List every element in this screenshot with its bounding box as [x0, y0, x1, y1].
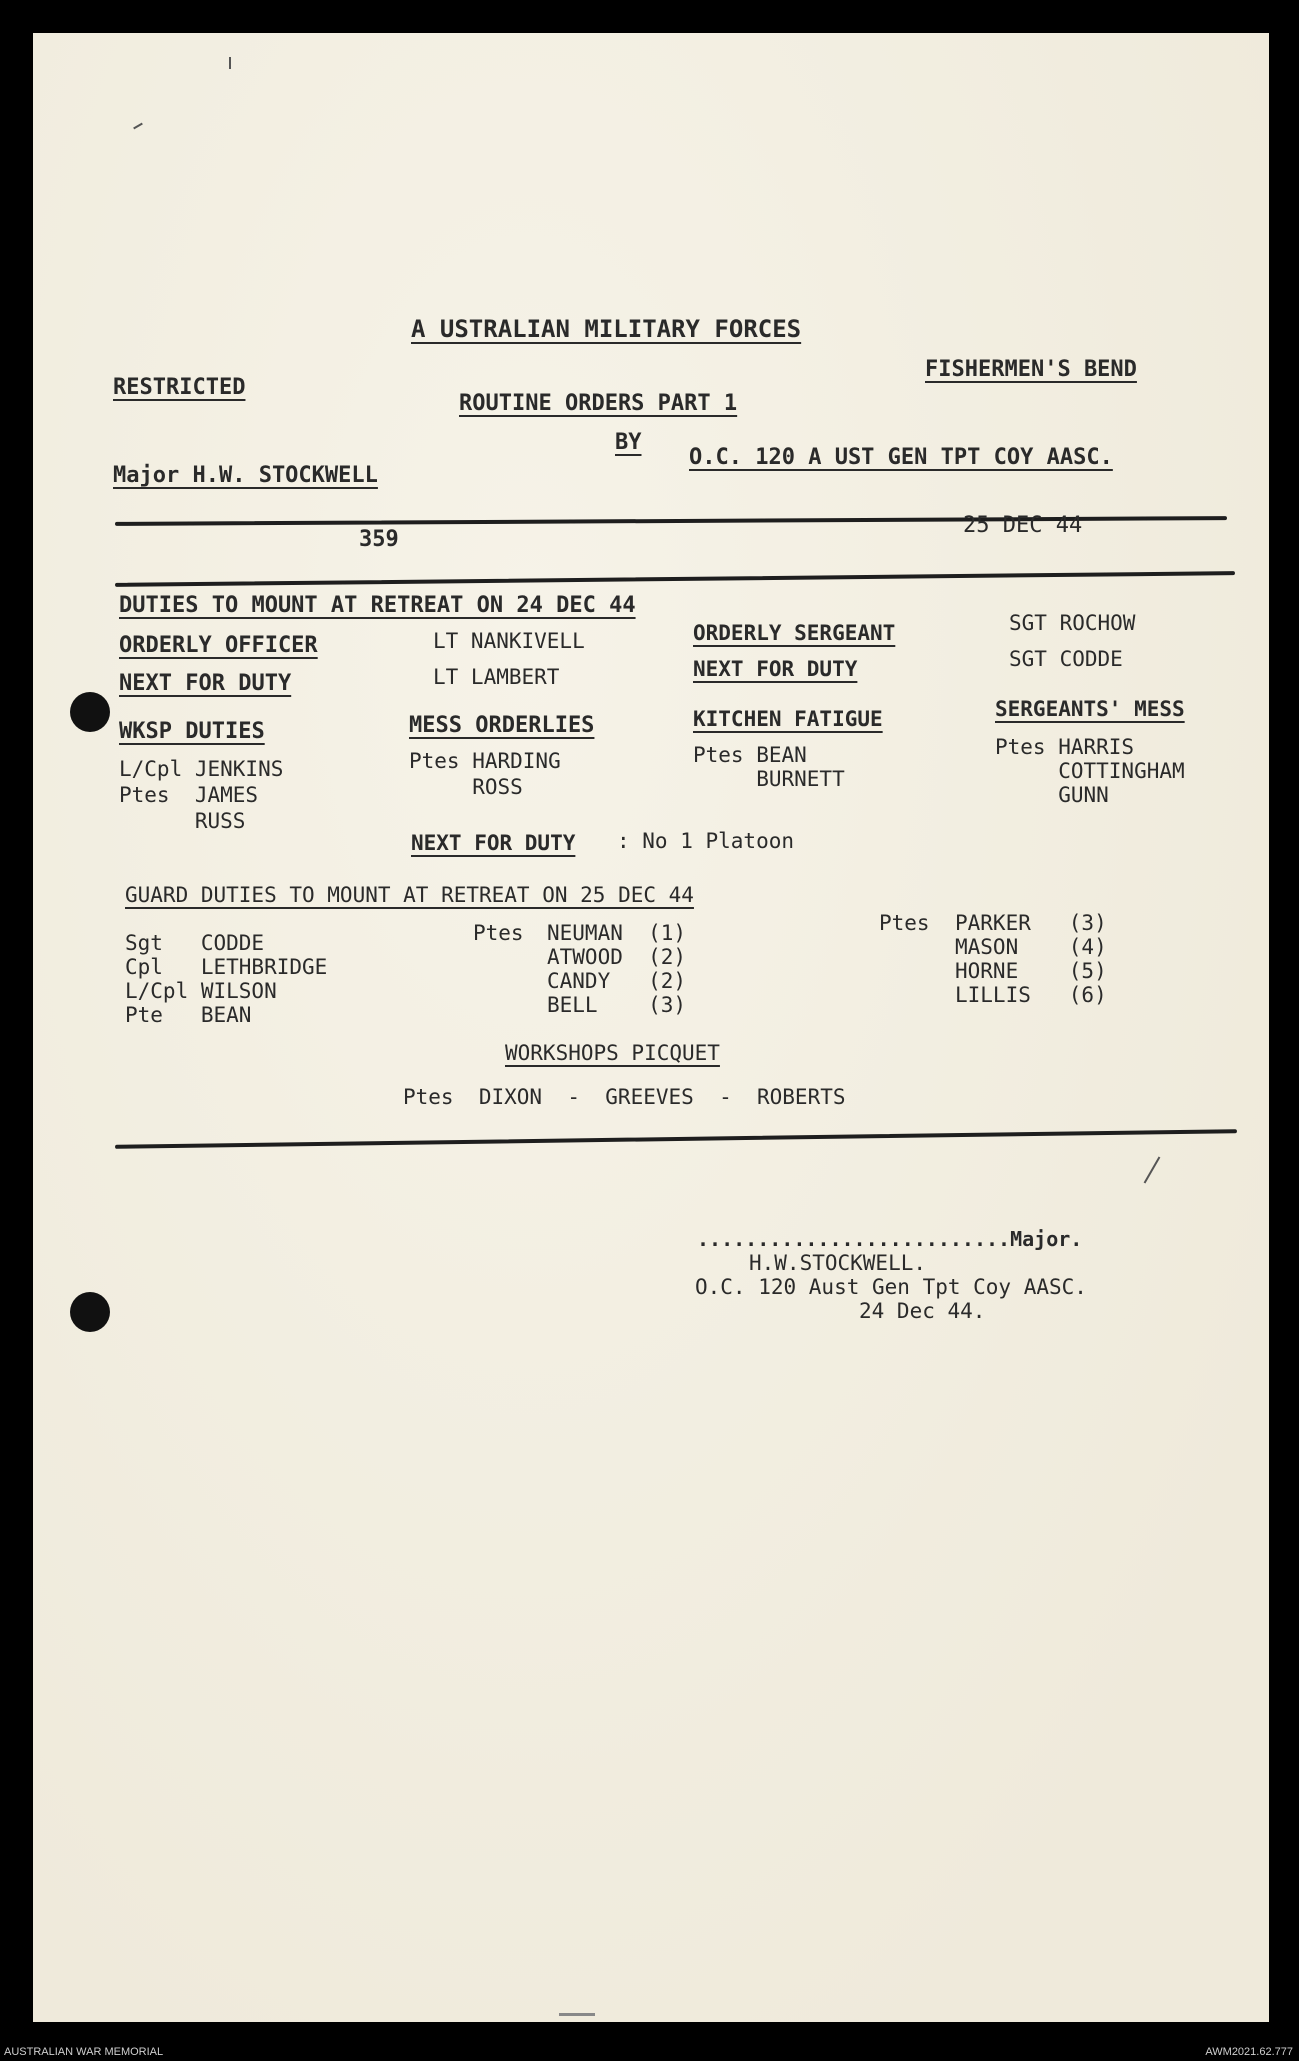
guard-col3-line: HORNE (5): [955, 959, 1107, 983]
by-label: BY: [615, 430, 642, 455]
next-for-duty-platoon-value: : No 1 Platoon: [617, 829, 795, 853]
guard-col2-line: ATWOOD (2): [547, 945, 687, 969]
signature-dots: ..........................Major.: [697, 1227, 1083, 1251]
smudge-mark: [559, 2013, 595, 2016]
signature-unit: O.C. 120 Aust Gen Tpt Coy AASC.: [695, 1275, 1087, 1299]
footer-right: AWM2021.62.777: [1205, 2046, 1293, 2058]
separator-line: [115, 571, 1235, 587]
guard-col1-line: L/Cpl WILSON: [125, 979, 277, 1003]
unit-name: O.C. 120 A UST GEN TPT COY AASC.: [689, 445, 1113, 470]
guard-col3-line: PARKER (3): [955, 911, 1107, 935]
forces-title: A USTRALIAN MILITARY FORCES: [411, 315, 802, 343]
guard-col2-line: NEUMAN (1): [547, 921, 687, 945]
guard-heading: GUARD DUTIES TO MOUNT AT RETREAT ON 25 DEC 44: [125, 883, 694, 907]
document-page: [33, 33, 1269, 2022]
orderly-officer-name: LT NANKIVELL: [433, 629, 585, 653]
guard-col2-line: CANDY (2): [547, 969, 687, 993]
location-label: FISHERMEN'S BEND: [925, 357, 1137, 382]
kitchen-fatigue-label: KITCHEN FATIGUE: [693, 707, 883, 731]
kitchen-line: Ptes BEAN: [693, 743, 807, 767]
guard-col3-prefix: Ptes: [879, 911, 930, 935]
next-officer-name: LT LAMBERT: [433, 665, 560, 689]
guard-col3-line: LILLIS (6): [955, 983, 1107, 1007]
guard-col1-line: Cpl LETHBRIDGE: [125, 955, 328, 979]
separator-line: [115, 1129, 1237, 1149]
sergeants-mess-label: SERGEANTS' MESS: [995, 697, 1185, 721]
wksp-line: Ptes JAMES: [119, 783, 259, 807]
stray-mark: [229, 57, 231, 69]
pencil-tick-mark: [1144, 1157, 1161, 1184]
guard-col1-line: Sgt CODDE: [125, 931, 265, 955]
picquet-heading: WORKSHOPS PICQUET: [505, 1041, 720, 1065]
duties-heading: DUTIES TO MOUNT AT RETREAT ON 24 DEC 44: [119, 593, 636, 618]
stray-mark: [133, 123, 143, 130]
order-number: 359: [359, 527, 399, 552]
orderly-officer-label: ORDERLY OFFICER: [119, 633, 318, 658]
orderly-sergeant-label: ORDERLY SERGEANT: [693, 621, 896, 645]
punch-hole: [70, 692, 110, 732]
sergeants-mess-line: COTTINGHAM: [995, 759, 1185, 783]
picquet-line: Ptes DIXON - GREEVES - ROBERTS: [403, 1085, 846, 1109]
sergeants-mess-line: Ptes HARRIS: [995, 735, 1135, 759]
next-sergeant-label: NEXT FOR DUTY: [693, 657, 858, 681]
officer-name: Major H.W. STOCKWELL: [113, 463, 378, 488]
kitchen-line: BURNETT: [693, 767, 845, 791]
mess-line: Ptes HARDING: [409, 749, 561, 773]
next-for-duty-platoon-label: NEXT FOR DUTY: [411, 831, 576, 855]
sergeants-mess-line: GUNN: [995, 783, 1109, 807]
orders-title: ROUTINE ORDERS PART 1: [459, 391, 738, 416]
punch-hole: [70, 1292, 110, 1332]
order-date: 25 DEC 44: [963, 513, 1083, 538]
restricted-label: RESTRICTED: [113, 375, 246, 400]
footer-left: AUSTRALIAN WAR MEMORIAL: [4, 2046, 164, 2058]
guard-col3-line: MASON (4): [955, 935, 1107, 959]
mess-orderlies-label: MESS ORDERLIES: [409, 713, 595, 738]
wksp-duties-label: WKSP DUTIES: [119, 719, 265, 744]
guard-col1-line: Pte BEAN: [125, 1003, 252, 1027]
guard-col2-line: BELL (3): [547, 993, 687, 1017]
signature-date: 24 Dec 44.: [859, 1299, 986, 1323]
signature-name: H.W.STOCKWELL.: [749, 1251, 927, 1275]
wksp-line: RUSS: [119, 809, 246, 833]
guard-col2-prefix: Ptes: [473, 921, 524, 945]
wksp-line: L/Cpl JENKINS: [119, 757, 284, 781]
next-sergeant-name: SGT CODDE: [1009, 647, 1123, 671]
mess-line: ROSS: [409, 775, 523, 799]
next-officer-label: NEXT FOR DUTY: [119, 671, 292, 696]
orderly-sergeant-name: SGT ROCHOW: [1009, 611, 1136, 635]
